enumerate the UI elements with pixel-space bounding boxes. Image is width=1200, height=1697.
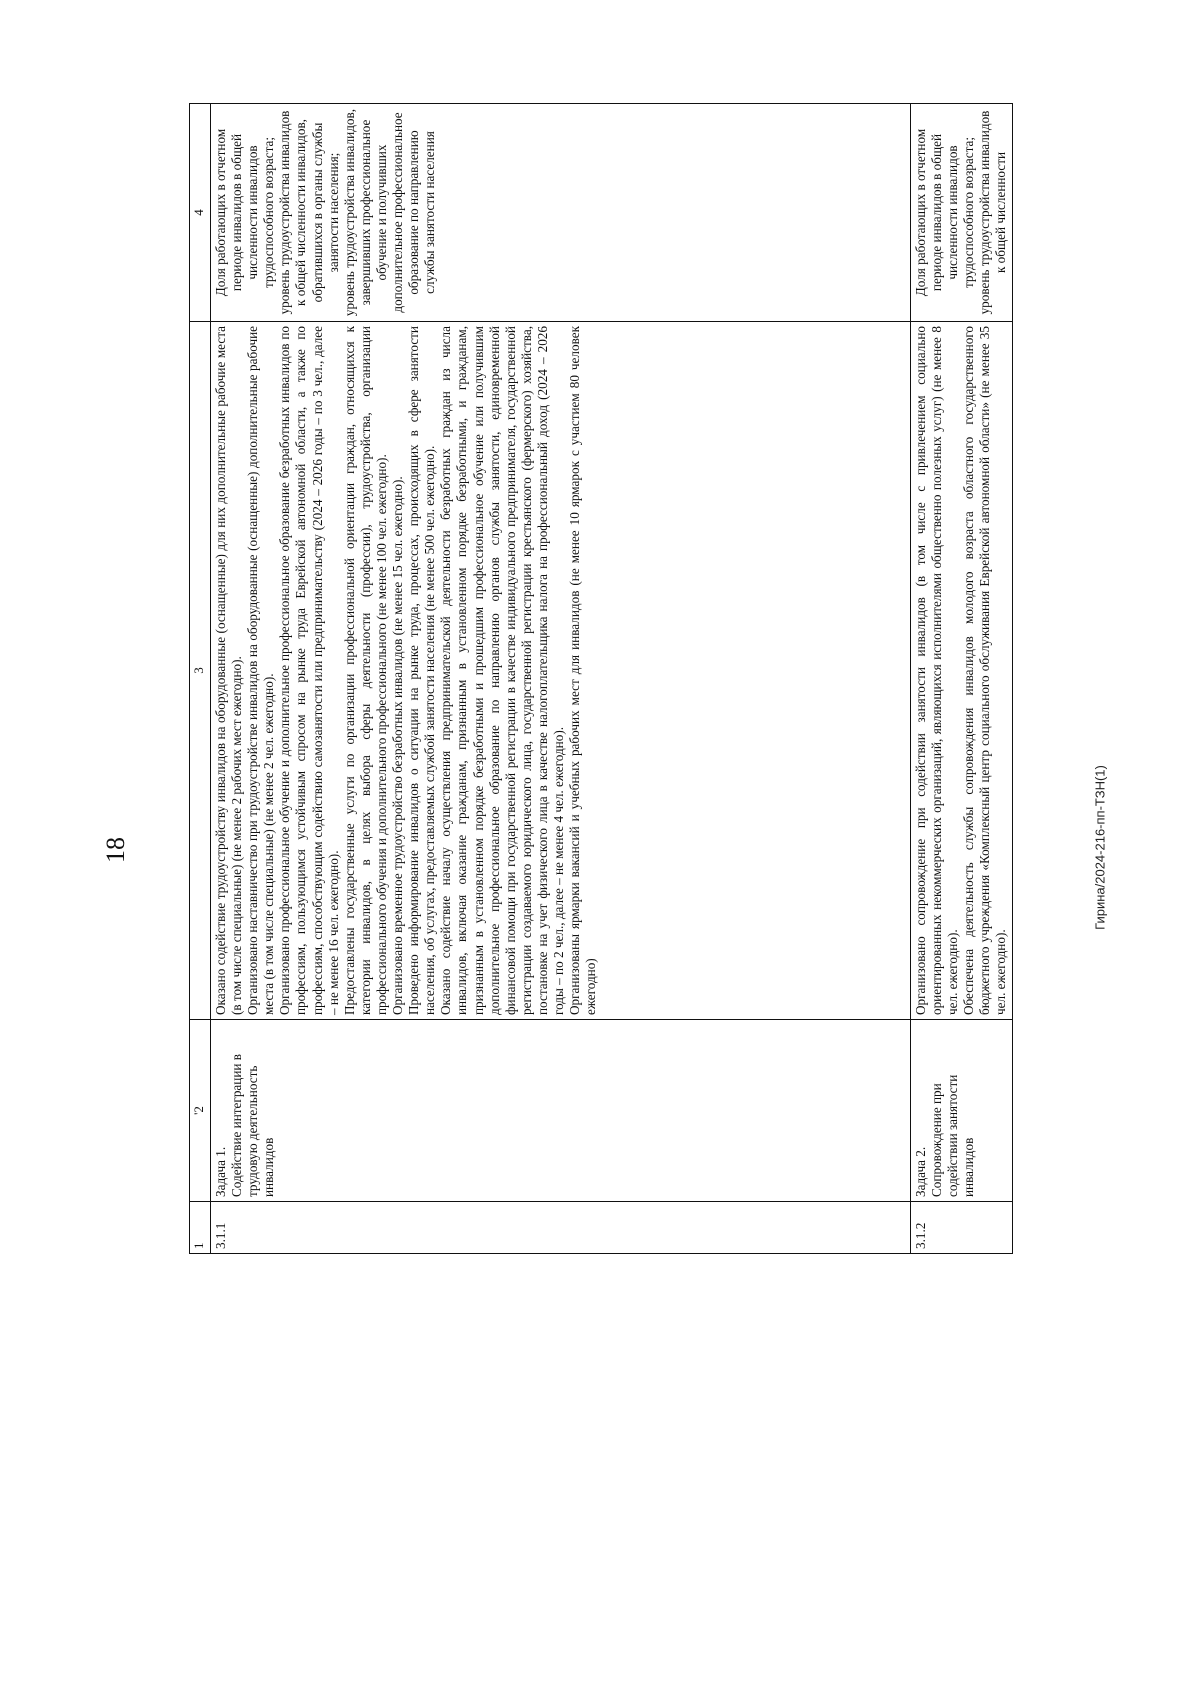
indicators-cell [911, 104, 1013, 322]
action-item: Организовано наставничество при трудоустройстве инвалидов на оборудованные (оснащенные) дополнительные рабочие места (в том числе специальные) (не менее 2 чел. ежегодно). [245, 326, 277, 1015]
action-item: Предоставлены государственные услуги по организации профессиональной ориентации граждан, относящихся к категории инвалидов, в целях выбора сферы деятельности (профессии), трудоустройства, организации профессионального обучения и дополнительного профессионального (не менее 100 чел. ежегодно). [341, 326, 389, 1015]
action-item: Обеспечена деятельность службы сопровождения инвалидов молодого возраста областного государственного бюджетного учреждения «Комплексный центр социального обслуживания Еврейской автономной области» (не менее 35 чел. ежегодно). [961, 326, 1009, 1015]
table-row [911, 104, 1013, 1254]
action-item: Оказано содействие трудоустройству инвалидов на оборудованные (оснащенные) для них дополнительные рабочие места (в том числе специальные) (не менее 2 рабочих мест ежегодно). [213, 326, 245, 1015]
indicator-item: уровень трудоустройства инвалидов к общей численности [977, 110, 1009, 315]
rotated-table-container [189, 104, 1079, 1254]
action-item: Организовано временное трудоустройство безработных инвалидов (не менее 15 чел. ежегодно). [390, 476, 406, 1015]
indicator-item: уровень трудоустройства инвалидов, завершивших профессиональное обучение и получивших дополнительное профессиональное образование по направлению службы занятости населения [341, 108, 438, 317]
action-item: Организованы ярмарки вакансий и учебных рабочих мест для инвалидов (не менее 10 ярмарок с участием 80 человек ежегодно) [567, 326, 599, 1015]
task-text: Сопровождение при содействии занятости инвалидов [929, 1074, 977, 1197]
actions-cell [211, 322, 911, 1020]
row-number: 3.1.1 [211, 1202, 911, 1254]
action-item: Оказано содействие началу осуществления предпринимательской деятельности безработных граждан из числа инвалидов, включая оказание гражданам, признанным в установленном порядке безработными, и гражданам, признанным в установленном порядке безработными и прошедшим профессиональное обучение или получившим дополнительное профессиональное образование по направлению органов службы занятости, единовременной финансовой помощи при государственной регистрации в качестве индивидуального предпринимателя, государственной регистрации создаваемого юридического лица, государственной регистрации крестьянского (фермерского) хозяйства, постановке на учет физического лица в качестве налогоплательщика налога на профессиональный доход (2024 – 2026 годы – по 2 чел., далее – не менее 4 чел. ежегодно). [438, 326, 566, 1015]
task-text: Содействие интеграции в трудовую деятельность инвалидов [229, 1054, 277, 1197]
task-cell [211, 1020, 911, 1202]
indicator-item: Доля работающих в отчетном периоде инвалидов в общей численности инвалидов трудоспособного возраста; [213, 128, 277, 297]
document-code: Гирина/2024-216-пп-ТЗН(1) [1092, 765, 1108, 930]
header-col-4: 4 [190, 104, 211, 322]
action-item: Проведено информирование инвалидов о ситуации на рынке труда, процессах, происходящих в сфере занятости населения, об услугах, предоставляемых службой занятости населения (не менее 500 чел. ежегодно). [406, 326, 438, 1015]
task-cell [911, 1020, 1013, 1202]
action-item: Организовано профессиональное обучение и дополнительное профессиональное образование безработных инвалидов по профессиям, пользующимся устойчивым спросом на рынке труда Еврейской автономной области, а также по профессиям, способствующим содействию самозанятости или предпринимательству (2024 – 2026 годы – по 3 чел., далее – не менее 16 чел. ежегодно). [277, 326, 341, 1015]
action-item: Организовано сопровождение при содействии занятости инвалидов (в том числе с привлечением социально ориентированных некоммерческих организаций, являющихся исполнителями общественно полезных услуг) (не менее 8 чел. ежегодно). [913, 326, 961, 1015]
indicators-cell [211, 104, 911, 322]
header-row [190, 104, 211, 1254]
header-col-3: 3 [190, 322, 211, 1020]
task-title: Задача 1. [213, 1146, 228, 1197]
task-title: Задача 2. [913, 1146, 928, 1197]
row-number: 3.1.2 [911, 1202, 1013, 1254]
actions-cell [911, 322, 1013, 1020]
program-table [189, 103, 1013, 1254]
table-row [211, 104, 911, 1254]
indicator-item: уровень трудоустройства инвалидов к общей численности инвалидов, обратившихся в органы службы занятости населения; [277, 110, 341, 315]
header-col-2: '2 [190, 1020, 211, 1202]
indicator-item: Доля работающих в отчетном периоде инвалидов в общей численности инвалидов трудоспособного возраста; [913, 128, 977, 297]
page-number: 18 [101, 837, 130, 863]
header-col-1: 1 [190, 1202, 211, 1254]
